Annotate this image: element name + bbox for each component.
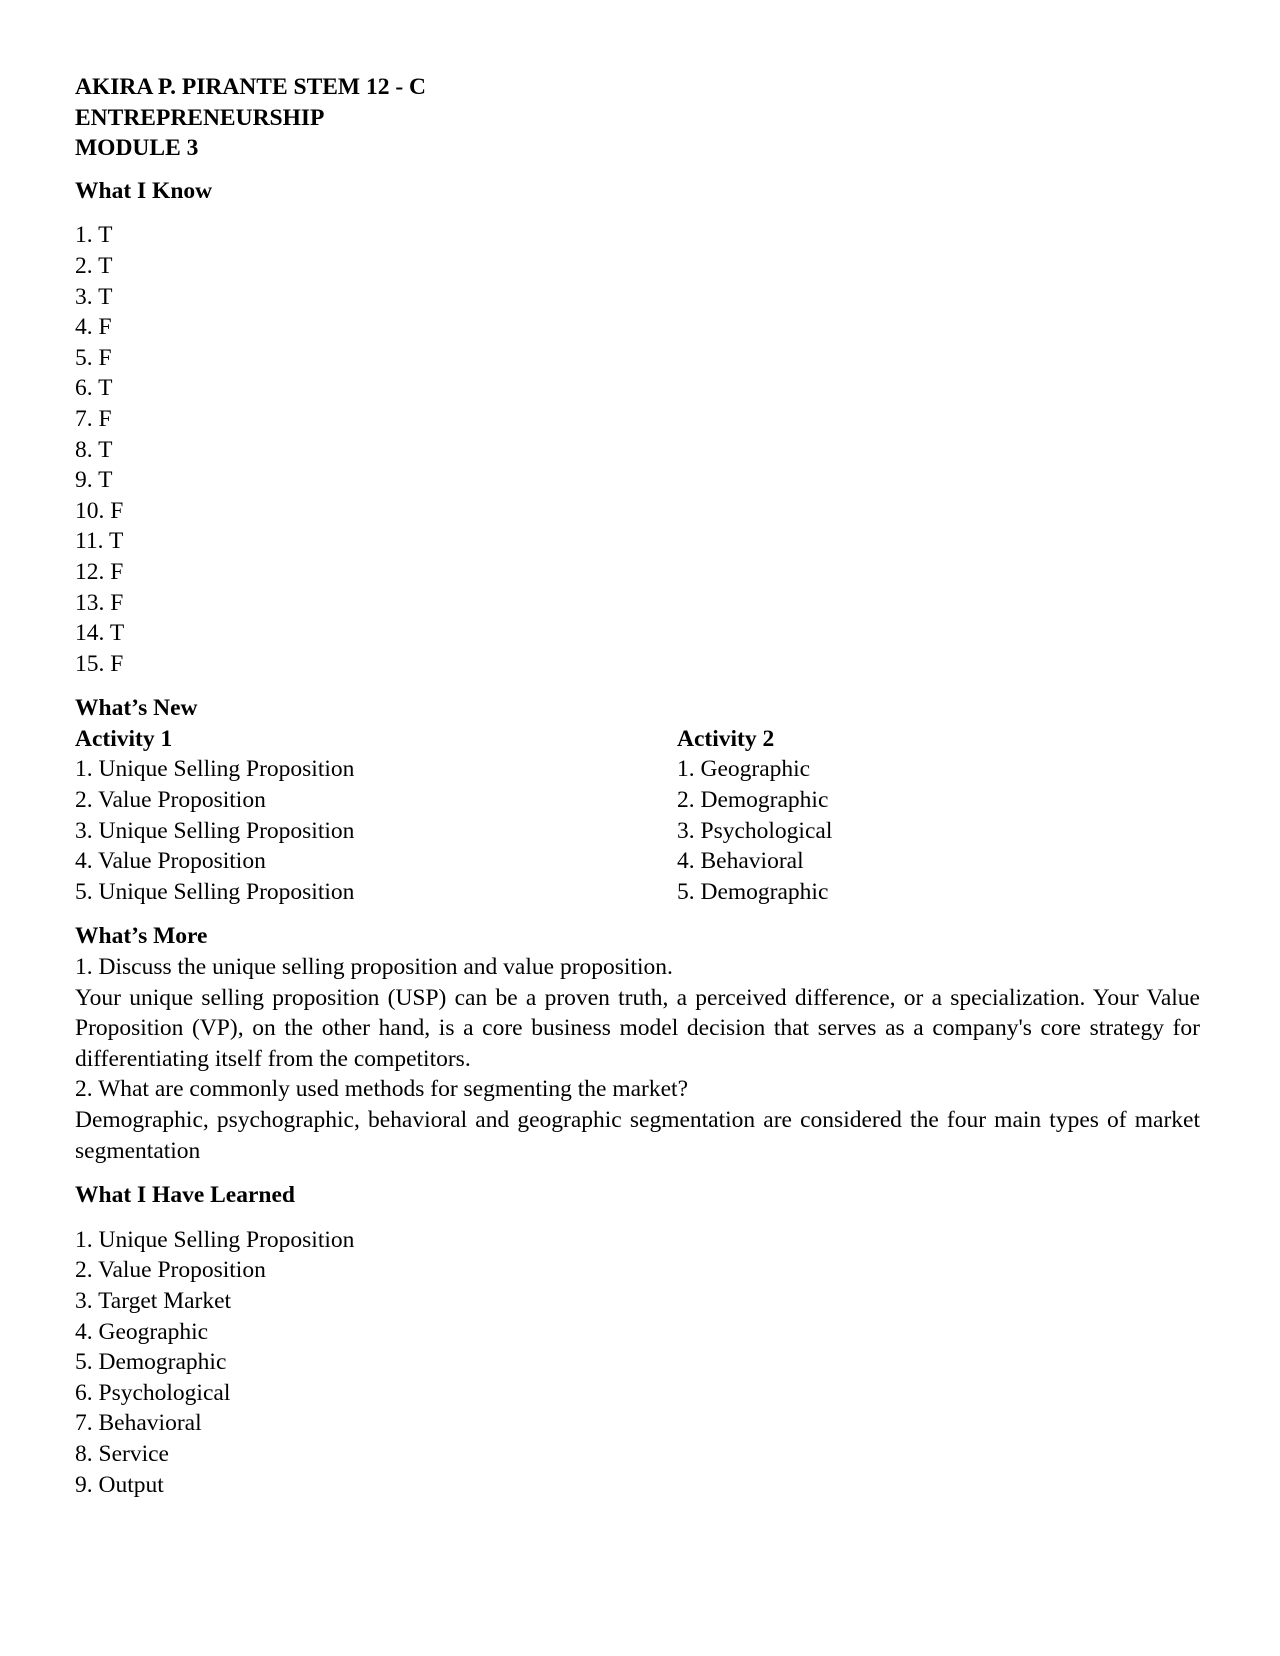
list-item: 3. Psychological [677, 817, 833, 844]
list-item: 4. F [75, 314, 112, 341]
list-item: 1. T [75, 222, 113, 249]
answer-1: Your unique selling proposition (USP) can be a proven truth, a perceived difference, or a specialization. Your Value Proposition (VP), on the other hand, is a core business model decision that serves as a company's core strategy for differentiating itself from the competitors. [75, 984, 1200, 1072]
section-title: What I Have Learned [75, 1182, 295, 1209]
list-item: 1. Unique Selling Proposition [75, 1226, 355, 1253]
subject-line: ENTREPRENEURSHIP [75, 104, 325, 131]
list-item: 2. Value Proposition [75, 787, 266, 814]
list-item: 9. Output [75, 1471, 164, 1498]
list-item: 14. T [75, 620, 125, 647]
list-item: 7. F [75, 405, 112, 432]
module-line: MODULE 3 [75, 135, 199, 162]
activity-1-list [75, 754, 677, 907]
list-item: 3. Target Market [75, 1287, 232, 1314]
activity-title: Activity 2 [677, 725, 775, 752]
activity-2 [677, 724, 1177, 908]
list-item: 2. Value Proposition [75, 1257, 266, 1284]
list-item: 1. Unique Selling Proposition [75, 756, 355, 783]
list-item: 10. F [75, 497, 124, 524]
list-item: 3. Unique Selling Proposition [75, 817, 355, 844]
document-page [75, 72, 1200, 1514]
list-item: 7. Behavioral [75, 1410, 202, 1437]
document-header [75, 72, 1200, 164]
list-item: 4. Value Proposition [75, 848, 266, 875]
list-item: 8. T [75, 436, 113, 463]
list-item: 3. T [75, 283, 113, 310]
answer-list [75, 220, 1200, 679]
activity-title: Activity 1 [75, 725, 173, 752]
learned-list [75, 1225, 1200, 1500]
list-item: 6. Psychological [75, 1379, 231, 1406]
section-whats-new [75, 693, 1200, 907]
section-title: What I Know [75, 177, 213, 204]
list-item: 5. Unique Selling Proposition [75, 878, 355, 905]
list-item: 5. Demographic [75, 1349, 227, 1376]
activity-2-list [677, 754, 1177, 907]
activities-columns [75, 724, 1200, 908]
list-item: 5. Demographic [677, 878, 829, 905]
activity-1 [75, 724, 677, 908]
section-title: What’s New [75, 695, 198, 722]
section-what-i-know [75, 176, 1200, 680]
answer-2: Demographic, psychographic, behavioral and geographic segmentation are considered the four main types of market segmentation [75, 1107, 1200, 1164]
list-item: 1. Geographic [677, 756, 811, 783]
list-item: 12. F [75, 558, 124, 585]
list-item: 4. Behavioral [677, 848, 804, 875]
list-item: 2. Demographic [677, 787, 829, 814]
list-item: 6. T [75, 375, 113, 402]
question-2: 2. What are commonly used methods for segmenting the market? [75, 1076, 689, 1103]
list-item: 5. F [75, 344, 112, 371]
student-name-line: AKIRA P. PIRANTE STEM 12 - C [75, 74, 427, 100]
list-item: 9. T [75, 467, 113, 494]
list-item: 4. Geographic [75, 1318, 209, 1345]
section-title: What’s More [75, 923, 208, 950]
list-item: 8. Service [75, 1440, 169, 1467]
section-whats-more [75, 921, 1200, 1166]
question-1: 1. Discuss the unique selling proposition and value proposition. [75, 954, 673, 981]
list-item: 2. T [75, 252, 113, 279]
list-item: 13. F [75, 589, 124, 616]
section-what-i-have-learned [75, 1180, 1200, 1500]
list-item: 11. T [75, 528, 124, 555]
list-item: 15. F [75, 650, 124, 677]
